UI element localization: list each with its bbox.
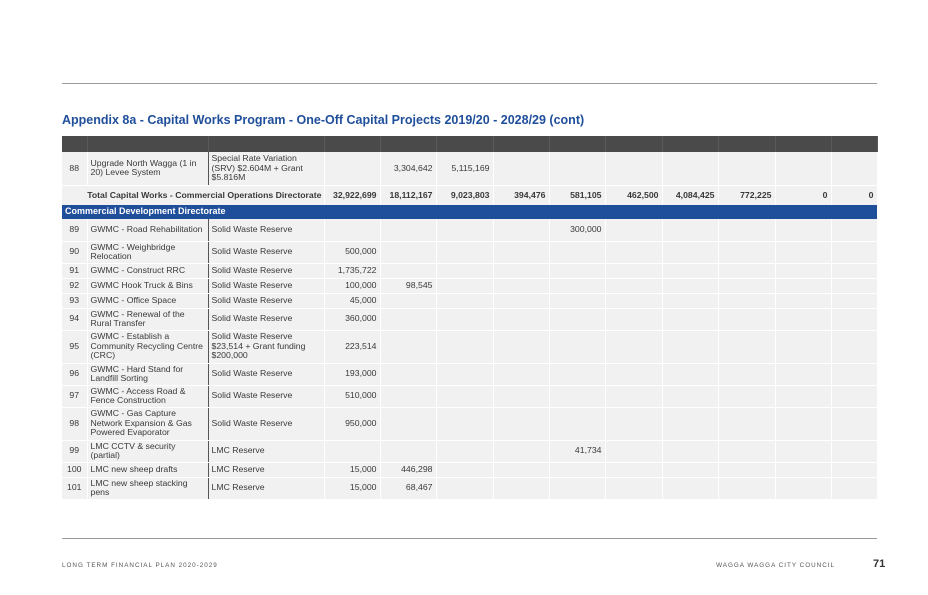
year-value [662,308,718,330]
year-value [436,293,493,308]
year-value: 193,000 [324,363,380,385]
year-value: 15,000 [324,462,380,477]
row-number: 88 [62,152,87,185]
year-value [549,263,605,278]
year-value: 41,734 [549,440,605,462]
project-name: Upgrade North Wagga (1 in 20) Levee System [87,152,208,185]
row-number: 97 [62,385,87,407]
year-value: 223,514 [324,330,380,363]
year-value [493,293,549,308]
year-value: 950,000 [324,407,380,440]
table-row [62,293,877,308]
year-value [605,219,662,241]
year-value [662,440,718,462]
year-value [549,308,605,330]
year-value [605,263,662,278]
year-value: 300,000 [549,219,605,241]
funding-source: Solid Waste Reserve [208,278,324,293]
table-row [62,363,877,385]
funding-source: Solid Waste Reserve [208,293,324,308]
footer-document-title: LONG TERM FINANCIAL PLAN 2020-2029 [62,562,218,569]
year-value [662,407,718,440]
year-value [718,462,775,477]
funding-source: Solid Waste Reserve [208,363,324,385]
year-value [493,462,549,477]
year-value [549,477,605,499]
year-value: 446,298 [380,462,436,477]
year-value [718,263,775,278]
year-value [380,363,436,385]
year-value [605,308,662,330]
project-name: GWMC - Gas Capture Network Expansion & Gas Powered Evaporator [87,407,208,440]
year-value [605,241,662,263]
year-value [549,330,605,363]
year-value [718,278,775,293]
year-value: 45,000 [324,293,380,308]
year-value [775,278,831,293]
year-value [775,477,831,499]
row-number: 99 [62,440,87,462]
year-value [493,241,549,263]
year-value [775,462,831,477]
funding-source: Solid Waste Reserve [208,407,324,440]
year-value [324,152,380,185]
year-value [718,241,775,263]
total-value: 4,084,425 [662,185,718,205]
year-value [718,152,775,185]
year-value [605,363,662,385]
bottom-rule [62,538,877,539]
footer-council-name: WAGGA WAGGA CITY COUNCIL [716,562,835,569]
year-value [605,152,662,185]
year-value [775,152,831,185]
table-row [62,241,877,263]
year-value [831,330,877,363]
funding-source: LMC Reserve [208,440,324,462]
year-value [662,293,718,308]
year-value [662,385,718,407]
row-number: 95 [62,330,87,363]
year-value [718,308,775,330]
project-name: GWMC - Road Rehabilitation [87,219,208,241]
row-number: 101 [62,477,87,499]
page-title: Appendix 8a - Capital Works Program - One-Off Capital Projects 2019/20 - 2028/29 (cont) [62,113,585,127]
year-value [775,407,831,440]
year-value [775,241,831,263]
year-value [436,477,493,499]
capital-works-table [62,136,878,500]
funding-source: LMC Reserve [208,477,324,499]
year-value [436,385,493,407]
year-value [605,293,662,308]
year-value [605,385,662,407]
funding-source: Special Rate Variation (SRV) $2.604M + Grant $5.816M [208,152,324,185]
row-number: 90 [62,241,87,263]
year-value [775,330,831,363]
project-name: GWMC - Establish a Community Recycling Centre (CRC) [87,330,208,363]
year-value [605,462,662,477]
year-value: 100,000 [324,278,380,293]
section-header-row [62,205,877,219]
year-value [605,330,662,363]
year-value [718,219,775,241]
project-name: GWMC - Access Road & Fence Construction [87,385,208,407]
year-value [380,308,436,330]
year-value [380,293,436,308]
project-name: GWMC Hook Truck & Bins [87,278,208,293]
year-value [493,330,549,363]
year-value [493,308,549,330]
year-value [662,152,718,185]
total-value: 394,476 [493,185,549,205]
table-row [62,308,877,330]
year-value [380,263,436,278]
total-value: 0 [775,185,831,205]
total-label: Total Capital Works - Commercial Operations Directorate [62,185,324,205]
year-value [831,407,877,440]
year-value [324,440,380,462]
year-value [436,308,493,330]
row-number: 98 [62,407,87,440]
year-value [436,263,493,278]
year-value [775,263,831,278]
year-value: 15,000 [324,477,380,499]
year-value: 1,735,722 [324,263,380,278]
year-value [549,293,605,308]
year-value [380,330,436,363]
total-value: 0 [831,185,877,205]
total-row [62,185,877,205]
year-value [662,477,718,499]
year-value [549,462,605,477]
year-value [831,293,877,308]
page-number: 71 [873,558,886,570]
year-value: 98,545 [380,278,436,293]
year-value [605,407,662,440]
year-value [380,407,436,440]
funding-source: LMC Reserve [208,462,324,477]
year-value [436,363,493,385]
year-value [380,219,436,241]
project-name: GWMC - Hard Stand for Landfill Sorting [87,363,208,385]
year-value [493,263,549,278]
year-value [549,278,605,293]
year-value [549,241,605,263]
year-value [436,219,493,241]
year-value [436,241,493,263]
total-value: 32,922,699 [324,185,380,205]
year-value [831,385,877,407]
project-name: GWMC - Renewal of the Rural Transfer [87,308,208,330]
project-name: LMC CCTV & security (partial) [87,440,208,462]
year-value [831,219,877,241]
year-value [831,308,877,330]
year-value [380,241,436,263]
year-value [775,440,831,462]
year-value [831,278,877,293]
year-value [436,330,493,363]
year-value [493,385,549,407]
year-value: 3,304,642 [380,152,436,185]
table-row [62,330,877,363]
row-number: 94 [62,308,87,330]
year-value [831,152,877,185]
year-value [436,440,493,462]
total-value: 18,112,167 [380,185,436,205]
year-value [775,293,831,308]
year-value [718,477,775,499]
row-number: 100 [62,462,87,477]
funding-source: Solid Waste Reserve [208,263,324,278]
year-value [493,440,549,462]
project-name: LMC new sheep stacking pens [87,477,208,499]
year-value: 5,115,169 [436,152,493,185]
year-value [493,407,549,440]
table-header-row [62,136,877,152]
row-number: 93 [62,293,87,308]
year-value [831,440,877,462]
year-value [662,278,718,293]
year-value [831,462,877,477]
section-title: Commercial Development Directorate [62,205,877,219]
year-value [493,363,549,385]
table-row [62,477,877,499]
year-value [493,477,549,499]
year-value [380,440,436,462]
table-row [62,407,877,440]
year-value [549,385,605,407]
year-value [549,363,605,385]
year-value [831,477,877,499]
project-name: GWMC - Weighbridge Relocation [87,241,208,263]
top-rule [62,83,877,84]
table-row [62,462,877,477]
table-row [62,263,877,278]
table-row [62,219,877,241]
total-value: 581,105 [549,185,605,205]
year-value [549,407,605,440]
year-value [605,278,662,293]
total-value: 772,225 [718,185,775,205]
year-value [436,407,493,440]
year-value [718,385,775,407]
year-value [436,278,493,293]
year-value [493,152,549,185]
project-name: GWMC - Office Space [87,293,208,308]
year-value [662,219,718,241]
total-value: 462,500 [605,185,662,205]
year-value [493,278,549,293]
year-value [380,385,436,407]
row-number: 91 [62,263,87,278]
table-row [62,152,877,185]
year-value: 510,000 [324,385,380,407]
year-value [718,293,775,308]
year-value [718,363,775,385]
funding-source: Solid Waste Reserve [208,308,324,330]
year-value [324,219,380,241]
year-value [831,263,877,278]
year-value [662,263,718,278]
year-value [775,385,831,407]
year-value: 500,000 [324,241,380,263]
year-value: 68,467 [380,477,436,499]
year-value [662,462,718,477]
total-value: 9,023,803 [436,185,493,205]
year-value [493,219,549,241]
project-name: GWMC - Construct RRC [87,263,208,278]
year-value [549,152,605,185]
year-value [605,440,662,462]
year-value: 360,000 [324,308,380,330]
project-name: LMC new sheep drafts [87,462,208,477]
year-value [718,407,775,440]
row-number: 92 [62,278,87,293]
table-row [62,440,877,462]
year-value [775,219,831,241]
year-value [718,440,775,462]
year-value [662,330,718,363]
table-row [62,278,877,293]
year-value [662,241,718,263]
year-value [662,363,718,385]
table-body [62,136,877,499]
year-value [775,308,831,330]
funding-source: Solid Waste Reserve [208,219,324,241]
year-value [605,477,662,499]
year-value [718,330,775,363]
row-number: 89 [62,219,87,241]
table-row [62,385,877,407]
row-number: 96 [62,363,87,385]
year-value [436,462,493,477]
funding-source: Solid Waste Reserve [208,241,324,263]
funding-source: Solid Waste Reserve $23,514 + Grant funding $200,000 [208,330,324,363]
year-value [775,363,831,385]
year-value [831,363,877,385]
funding-source: Solid Waste Reserve [208,385,324,407]
year-value [831,241,877,263]
